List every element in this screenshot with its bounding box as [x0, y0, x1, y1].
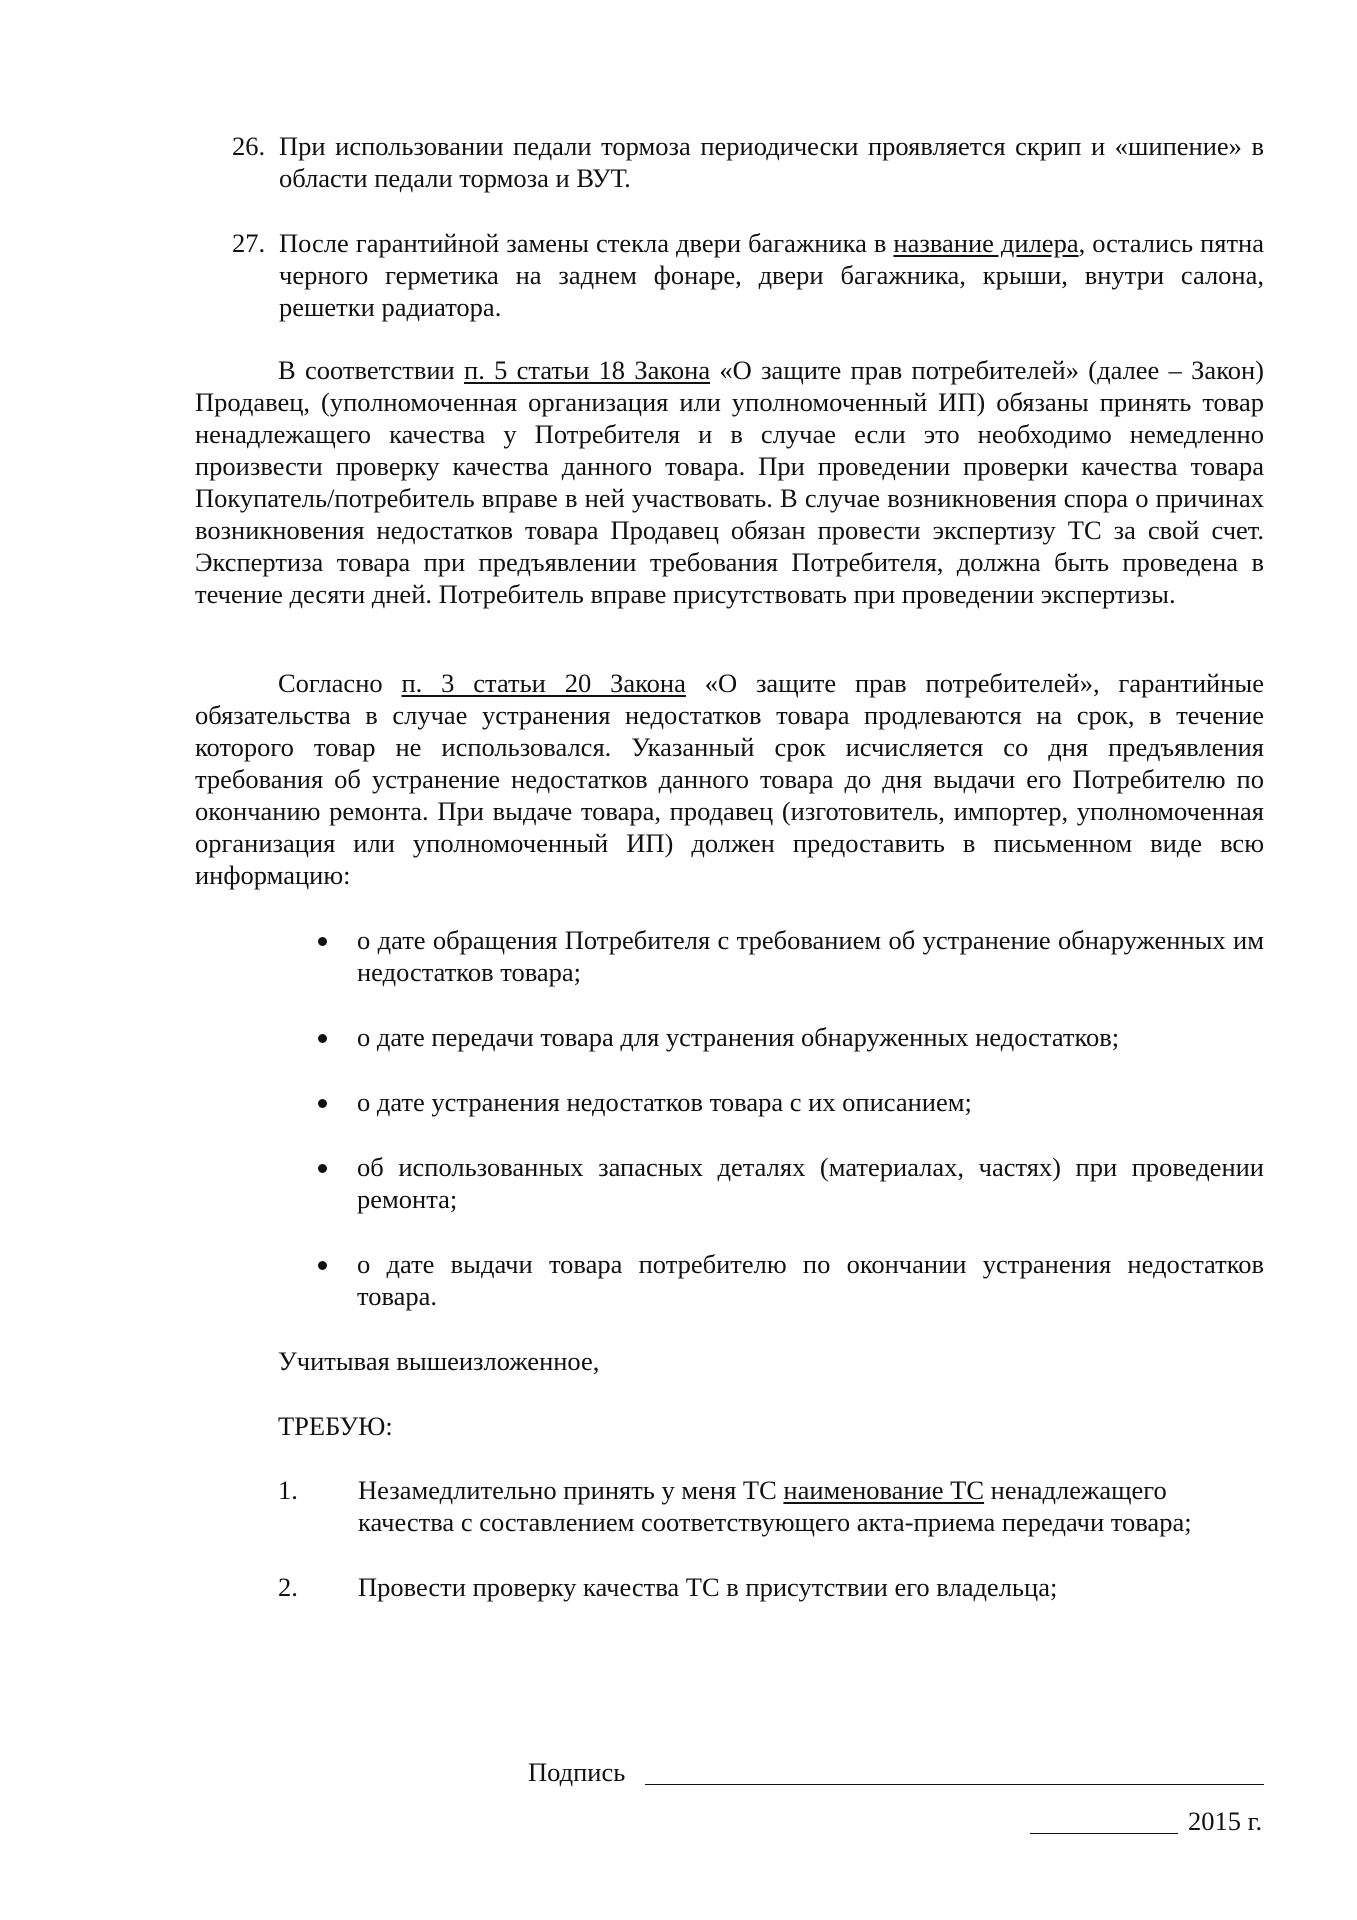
paragraph-law-article-18 — [195, 354, 1264, 610]
considering-text: Учитывая вышеизложенное, — [278, 1346, 600, 1376]
demand-item-2 — [278, 1571, 1264, 1603]
signature-label: Подпись — [528, 1757, 626, 1787]
demand-text-after: ненадлежащего качества с составлением соответствующего акта-приема передачи товара; — [358, 1475, 1192, 1537]
item-text-before: После гарантийной замены стекла двери багажника в — [279, 228, 894, 258]
demand-text: Провести проверку качества ТС в присутствии его владельца; — [358, 1572, 1058, 1602]
paragraph-text-after: «О защите прав потребителей» (далее – Закон) Продавец, (уполномоченная организация или уполномоченный ИП) обязаны принять товар ненадлежащего качества у Потребителя и в случае если это необходимо немедленно произвести проверку качества данного товара. При проведении проверки качества товара Покупатель/потребитель вправе в ней участвовать. В случае возникновения спора о причинах возникновения недостатков товара Продавец обязан провести экспертизу ТС за свой счет. Экспертиза товара при предъявлении требования Потребителя, должна быть проведена в течение десяти дней. Потребитель вправе присутствовать при проведении экспертизы. — [195, 355, 1264, 609]
demand-text — [358, 1474, 1264, 1538]
item-text-after: , остались пятна черного герметика на заднем фонаре, двери багажника, крыши, внутри салона, решетки радиатора. — [279, 228, 1264, 322]
bullet-item — [310, 1151, 1264, 1215]
bullet-text: о дате устранения недостатков товара с их описанием; — [357, 1087, 972, 1117]
numbered-item-27 — [232, 227, 1264, 323]
item-text: При использовании педали тормоза периодически проявляется скрип и «шипение» в области педали тормоза и ВУТ. — [279, 131, 1264, 193]
bullet-item — [310, 1086, 1264, 1118]
paragraph-text-before: В соответствии — [278, 355, 465, 385]
paragraph-law-article-20 — [195, 667, 1264, 891]
date-year: 2015 г. — [1188, 1806, 1263, 1836]
demand-item-1 — [278, 1474, 1264, 1538]
bullet-dot-icon — [318, 1261, 327, 1270]
numbered-item-26 — [232, 130, 1264, 194]
bullet-dot-icon — [318, 1034, 327, 1043]
bullet-dot-icon — [318, 1099, 327, 1108]
bullet-text: об использованных запасных деталях (материалах, частях) при проведении ремонта; — [357, 1152, 1264, 1214]
vehicle-name-placeholder: наименование ТС — [783, 1475, 985, 1505]
dealer-name-placeholder: название дилера — [893, 228, 1079, 258]
law-reference-article-20: п. 3 статьи 20 Закона — [401, 668, 686, 698]
bullet-text: о дате обращения Потребителя с требованием об устранение обнаруженных им недостатков товара; — [357, 925, 1264, 987]
signature-block — [528, 1756, 1264, 1788]
bullet-text: о дате выдачи товара потребителю по окончании устранения недостатков товара. — [357, 1249, 1264, 1311]
bullet-dot-icon — [318, 937, 327, 946]
paragraph-text-before: Согласно — [278, 668, 402, 698]
demand-number: 1. — [278, 1475, 298, 1505]
bullet-dot-icon — [318, 1164, 327, 1173]
signature-line — [645, 1784, 1264, 1785]
bullet-item — [310, 1021, 1264, 1053]
date-block — [1000, 1805, 1264, 1837]
bullet-item — [310, 1248, 1264, 1312]
law-reference-article-18: п. 5 статьи 18 Закона — [464, 355, 711, 385]
bullet-item — [310, 924, 1264, 988]
demand-number: 2. — [278, 1572, 298, 1602]
demand-heading: ТРЕБУЮ: — [278, 1411, 393, 1441]
bullet-text: о дате передачи товара для устранения обнаруженных недостатков; — [357, 1022, 1120, 1052]
demand-text-before: Незамедлительно принять у меня ТС — [358, 1475, 784, 1505]
item-number: 27. — [232, 228, 266, 258]
paragraph-text-after: «О защите прав потребителей», гарантийные обязательства в случае устранения недостатков товара продлеваются на срок, в течение которого товар не использовался. Указанный срок исчисляется со дня предъявления требования об устранение недостатков данного товара до дня выдачи его Потребителю по окончанию ремонта. При выдаче товара, продавец (изготовитель, импортер, уполномоченная организация или уполномоченный ИП) должен предоставить в письменном виде всю информацию: — [195, 668, 1264, 890]
item-number: 26. — [232, 131, 266, 161]
date-line — [1030, 1833, 1178, 1834]
item-text — [279, 227, 1264, 323]
